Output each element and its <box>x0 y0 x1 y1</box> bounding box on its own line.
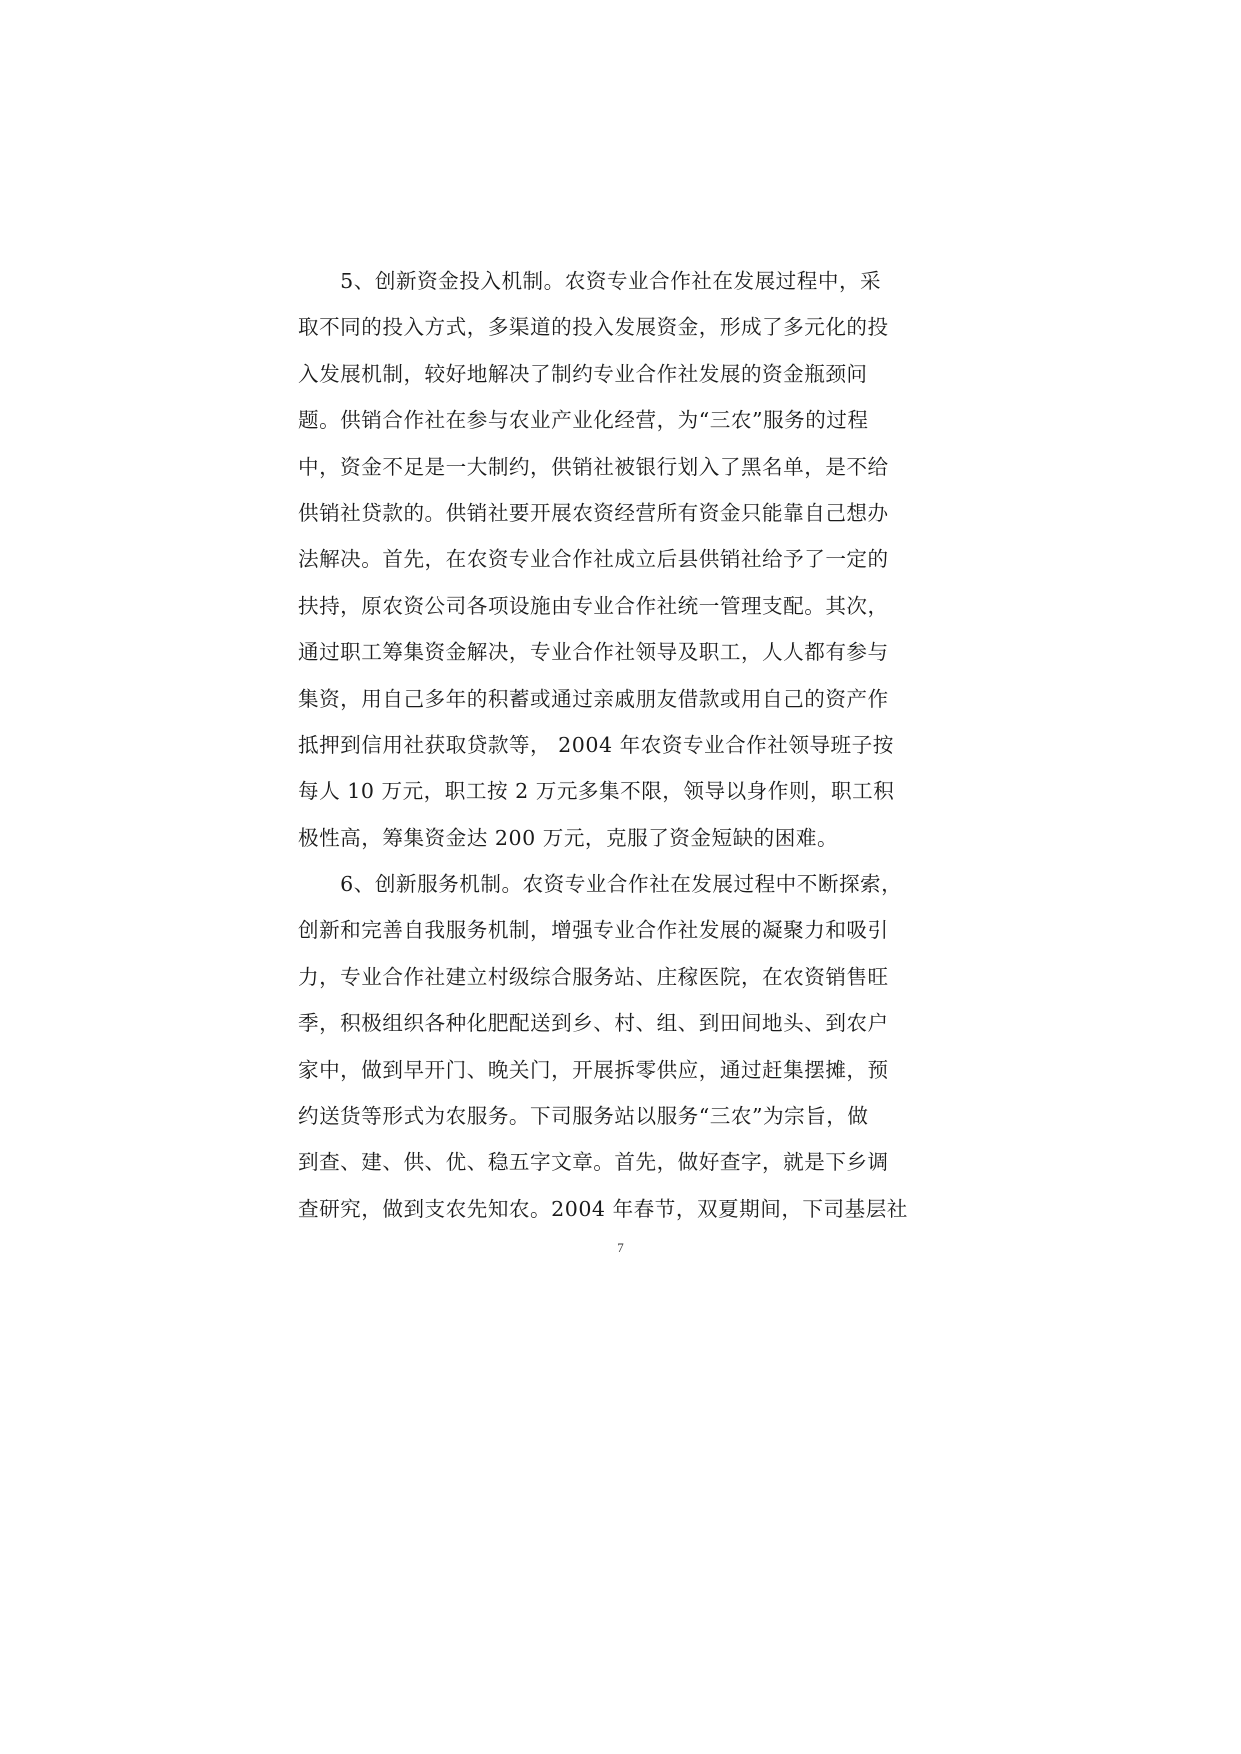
text-line: 到查、建、供、优、稳五字文章。首先，做好查字，就是下乡调 <box>298 1150 889 1175</box>
text-line: 6、创新服务机制。农资专业合作社在发展过程中不断探索， <box>298 872 903 897</box>
text-line: 5、创新资金投入机制。农资专业合作社在发展过程中，采 <box>298 269 882 293</box>
text-line: 题。供销合作社在参与农业产业化经营，为“三农”服务的过程 <box>298 408 869 433</box>
text-line: 入发展机制，较好地解决了制约专业合作社发展的资金瓶颈问 <box>298 361 868 386</box>
text-line: 季，积极组织各种化肥配送到乡、村、组、到田间地头、到农户 <box>298 1011 889 1036</box>
text-line: 供销社贷款的。供销社要开展农资经营所有资金只能靠自己想办 <box>298 500 889 525</box>
text-line: 通过职工筹集资金解决，专业合作社领导及职工，人人都有参与 <box>298 640 889 665</box>
text-line: 法解决。首先，在农资专业合作社成立后县供销社给予了一定的 <box>298 547 889 572</box>
page-number: 7 <box>617 1240 624 1255</box>
text-line: 取不同的投入方式，多渠道的投入发展资金，形成了多元化的投 <box>298 315 889 340</box>
text-line: 创新和完善自我服务机制，增强专业合作社发展的凝聚力和吸引 <box>298 918 889 943</box>
text-line: 每人 10 万元，职工按 2 万元多集不限，领导以身作则，职工积 <box>298 779 895 804</box>
paragraph-6-service-mechanism <box>298 861 946 1232</box>
text-line: 约送货等形式为农服务。下司服务站以服务“三农”为宗旨，做 <box>298 1104 869 1129</box>
text-line: 力，专业合作社建立村级综合服务站、庄稼医院，在农资销售旺 <box>298 964 889 989</box>
text-line: 极性高，筹集资金达 200 万元，克服了资金短缺的困难。 <box>298 825 839 850</box>
text-line: 扶持，原农资公司各项设施由专业合作社统一管理支配。其次， <box>298 593 889 618</box>
text-line: 中，资金不足是一大制约，供销社被银行划入了黑名单，是不给 <box>298 454 889 479</box>
paragraph-5-fund-investment <box>298 258 946 861</box>
text-line: 家中，做到早开门、晚关门，开展拆零供应，通过赶集摆摊，预 <box>298 1057 889 1082</box>
text-line: 集资，用自己多年的积蓄或通过亲戚朋友借款或用自己的资产作 <box>298 686 889 711</box>
body-text <box>298 258 946 1232</box>
text-line: 查研究，做到支农先知农。2004 年春节，双夏期间，下司基层社 <box>298 1196 908 1221</box>
text-line: 抵押到信用社获取贷款等， 2004 年农资专业合作社领导班子按 <box>298 732 894 757</box>
